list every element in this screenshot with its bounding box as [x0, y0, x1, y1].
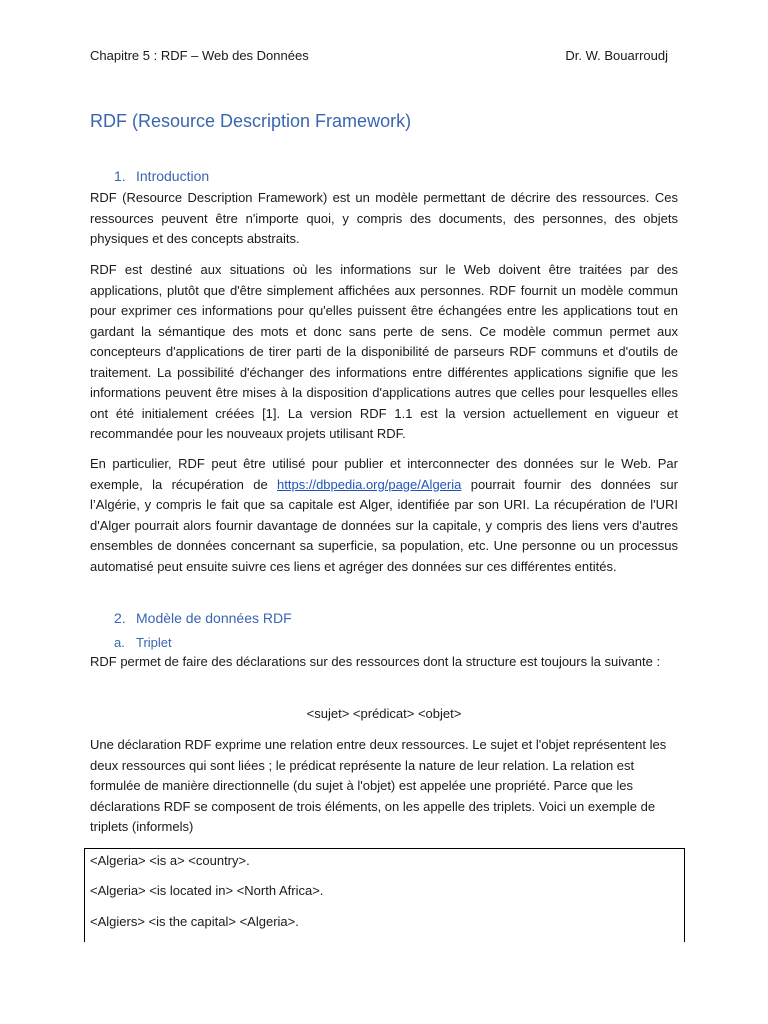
intro-paragraph-3: [90, 454, 678, 577]
section-number: 2.: [114, 610, 126, 626]
intro-paragraph-2: RDF est destiné aux situations où les informations sur le Web doivent être traitées par des applications, plutôt que d'être simplement affichées aux personnes. RDF fournit un modèle commun pour exprimer ces informations pour qu'elles puissent être échangées entre les applications tout en gardant la sémantique des mots et donc sans perte de sens. Ce modèle commun permet aux concepteurs d'applications de tirer parti de la disponibilité de parseurs RDF communs et d'outils de traitement. La possibilité d'échanger des informations entre différentes applications signifie que les informations peuvent être mises à la disposition d'applications autres que celles pour lesquelles elles ont été initialement créées [1]. La version RDF 1.1 est la version actuellement en vigueur et recommandée pour les nouveaux projets utilisant RDF.: [90, 262, 678, 441]
section-heading-introduction: [114, 168, 209, 184]
section-title: Modèle de données RDF: [136, 610, 292, 626]
paragraph-text: pourrait fournir des données sur l’Algérie, y compris le fait que sa capitale est Alger, identifiée par son URI. La récupération de l'URI d'Alger pourrait alors fournir davantage de données sur la capitale, y compris des liens vers d'autres ensembles de données concernant sa superficie, sa population, etc. Une personne ou un processus automatisé peut ensuite suivre ces liens et agréger des données sur ces différentes entités.: [90, 476, 678, 574]
subsection-heading-triplet: [114, 635, 172, 650]
dbpedia-algeria-link[interactable]: https://dbpedia.org/page/Algeria: [277, 476, 462, 492]
subsection-letter: a.: [114, 635, 125, 650]
triple-line: <Algeria> <is a> <country>.: [90, 853, 250, 868]
section-title: Introduction: [136, 168, 210, 184]
triples-example-box: [84, 848, 685, 942]
paragraph-text: En particulier, RDF peut être utilisé pour publier et interconnecter des données sur le Web. Par exemple, la récupération de: [90, 456, 678, 492]
subsection-title: Triplet: [136, 635, 172, 650]
triplet-paragraph-2: Une déclaration RDF exprime une relation entre deux ressources. Le sujet et l'objet représentent les deux ressources qui sont liées ; le prédicat représente la nature de leur relation. La relation est formulée de manière directionnelle (du sujet à l'objet) est appelée une propriété. Parce que les déclarations RDF se composent de trois éléments, on les appelle des triplets. Voici un exemple de triplets (informels): [90, 737, 667, 834]
page-header: [90, 48, 678, 63]
header-author: Dr. W. Bouarroudj: [565, 48, 668, 63]
section-heading-data-model: [114, 610, 292, 626]
triple-line: <Algiers> <is the capital> <Algeria>.: [90, 914, 299, 929]
header-chapter: Chapitre 5 : RDF – Web des Données: [90, 48, 309, 63]
triplet-formula: <sujet> <prédicat> <objet>: [306, 706, 462, 721]
triplet-paragraph-1: RDF permet de faire des déclarations sur des ressources dont la structure est toujours la suivante :: [90, 654, 661, 669]
intro-paragraph-1: RDF (Resource Description Framework) est un modèle permettant de décrire des ressources. Ces ressources peuvent être n'importe quoi, y compris des documents, des personnes, des objets physiques et des concepts abstraits.: [90, 190, 678, 246]
triple-line: <Algeria> <is located in> <North Africa>.: [90, 883, 324, 898]
section-number: 1.: [114, 168, 126, 184]
document-title: RDF (Resource Description Framework): [90, 111, 412, 131]
